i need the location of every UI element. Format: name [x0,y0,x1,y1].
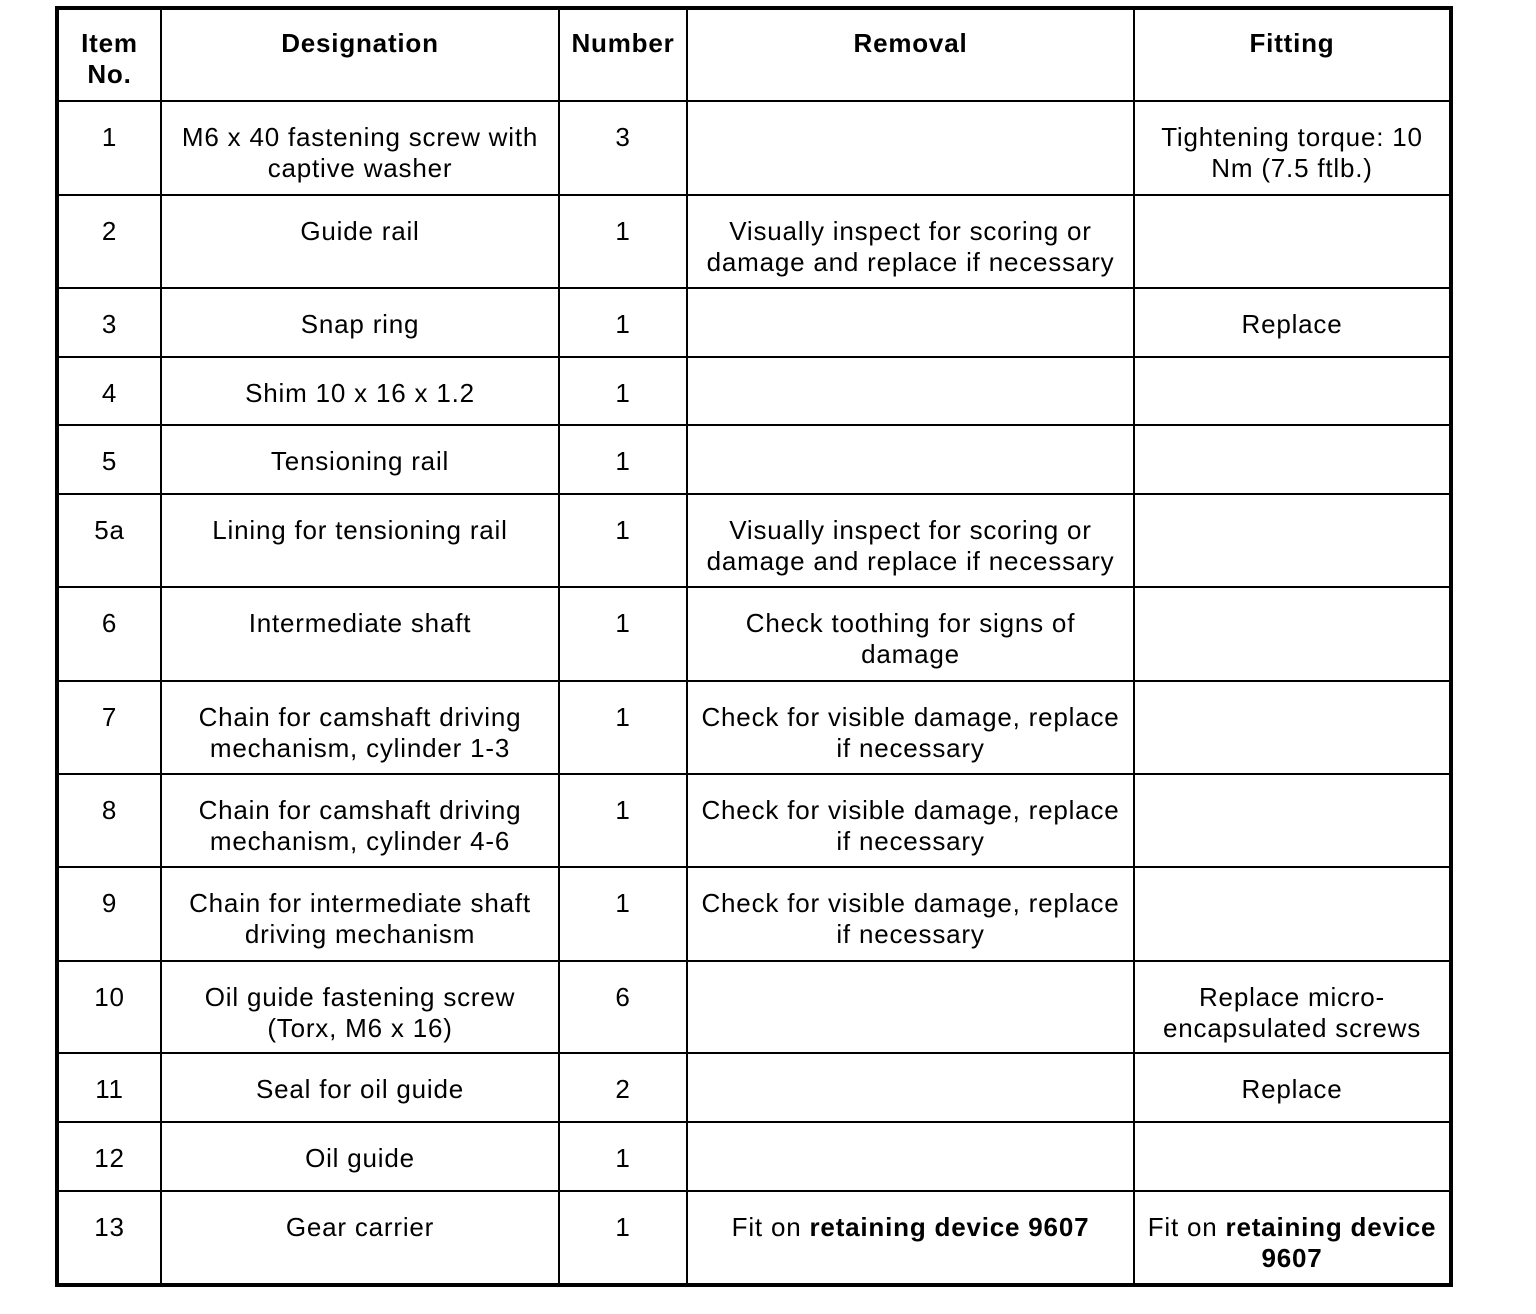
cell-item-no: 13 [59,1192,162,1287]
cell-item-no: 1 [59,102,162,196]
cell-designation: Intermediate shaft [162,588,560,682]
cell-removal [688,426,1135,495]
cell-number: 1 [560,1123,688,1192]
cell-designation: Seal for oil guide [162,1054,560,1123]
cell-removal [688,358,1135,426]
cell-item-no: 4 [59,358,162,426]
cell-item-no: 3 [59,289,162,358]
fitting-prefix-text: Fit on [1147,1212,1226,1242]
cell-removal [688,1054,1135,1123]
cell-designation: Chain for intermediate shaft driving mechanism [162,868,560,962]
cell-number: 1 [560,289,688,358]
cell-number: 2 [560,1054,688,1123]
header-removal: Removal [688,10,1135,102]
cell-item-no: 12 [59,1123,162,1192]
cell-fitting [1135,196,1453,289]
cell-fitting [1135,775,1453,868]
cell-removal [688,289,1135,358]
header-item-no: Item No. [59,10,162,102]
cell-item-no: 11 [59,1054,162,1123]
cell-item-no: 7 [59,682,162,775]
cell-number: 1 [560,196,688,289]
cell-item-no: 10 [59,962,162,1054]
cell-number: 6 [560,962,688,1054]
cell-designation: Gear carrier [162,1192,560,1287]
cell-removal: Visually inspect for scoring or damage and replace if necessary [688,495,1135,588]
cell-fitting [1135,588,1453,682]
cell-fitting [1135,358,1453,426]
cell-item-no: 5a [59,495,162,588]
cell-fitting [1135,1123,1453,1192]
cell-fitting [1135,1192,1453,1287]
cell-removal [688,1123,1135,1192]
cell-designation: Oil guide fastening screw (Torx, M6 x 16) [162,962,560,1054]
header-designation: Designation [162,10,560,102]
cell-fitting [1135,682,1453,775]
cell-number: 3 [560,102,688,196]
cell-item-no: 2 [59,196,162,289]
cell-number: 1 [560,588,688,682]
cell-removal: Check for visible damage, replace if necessary [688,682,1135,775]
fitting-bold-text: retaining device 9607 [1225,1212,1437,1273]
cell-number: 1 [560,495,688,588]
cell-fitting: Replace [1135,1054,1453,1123]
cell-item-no: 8 [59,775,162,868]
cell-fitting: Replace [1135,289,1453,358]
cell-number: 1 [560,1192,688,1287]
header-number: Number [560,10,688,102]
cell-fitting [1135,426,1453,495]
cell-number: 1 [560,868,688,962]
removal-prefix-text: Fit on [731,1212,810,1242]
cell-item-no: 5 [59,426,162,495]
cell-fitting [1135,868,1453,962]
parts-table [55,6,1453,1287]
cell-removal: Check for visible damage, replace if necessary [688,775,1135,868]
cell-number: 1 [560,358,688,426]
cell-designation: Snap ring [162,289,560,358]
cell-item-no: 6 [59,588,162,682]
cell-number: 1 [560,426,688,495]
cell-removal: Check for visible damage, replace if necessary [688,868,1135,962]
cell-removal [688,962,1135,1054]
cell-fitting: Replace micro- encapsulated screws [1135,962,1453,1054]
cell-fitting: Tightening torque: 10 Nm (7.5 ftlb.) [1135,102,1453,196]
cell-number: 1 [560,682,688,775]
cell-designation: Chain for camshaft driving mechanism, cylinder 1-3 [162,682,560,775]
cell-designation: M6 x 40 fastening screw with captive washer [162,102,560,196]
cell-designation: Guide rail [162,196,560,289]
cell-item-no: 9 [59,868,162,962]
cell-number: 1 [560,775,688,868]
cell-designation: Shim 10 x 16 x 1.2 [162,358,560,426]
cell-designation: Tensioning rail [162,426,560,495]
removal-bold-text: retaining device 9607 [809,1212,1090,1242]
cell-fitting [1135,495,1453,588]
cell-removal: Check toothing for signs of damage [688,588,1135,682]
header-fitting: Fitting [1135,10,1453,102]
cell-removal [688,102,1135,196]
cell-removal: Visually inspect for scoring or damage and replace if necessary [688,196,1135,289]
cell-designation: Lining for tensioning rail [162,495,560,588]
cell-designation: Chain for camshaft driving mechanism, cylinder 4-6 [162,775,560,868]
cell-designation: Oil guide [162,1123,560,1192]
cell-removal [688,1192,1135,1287]
